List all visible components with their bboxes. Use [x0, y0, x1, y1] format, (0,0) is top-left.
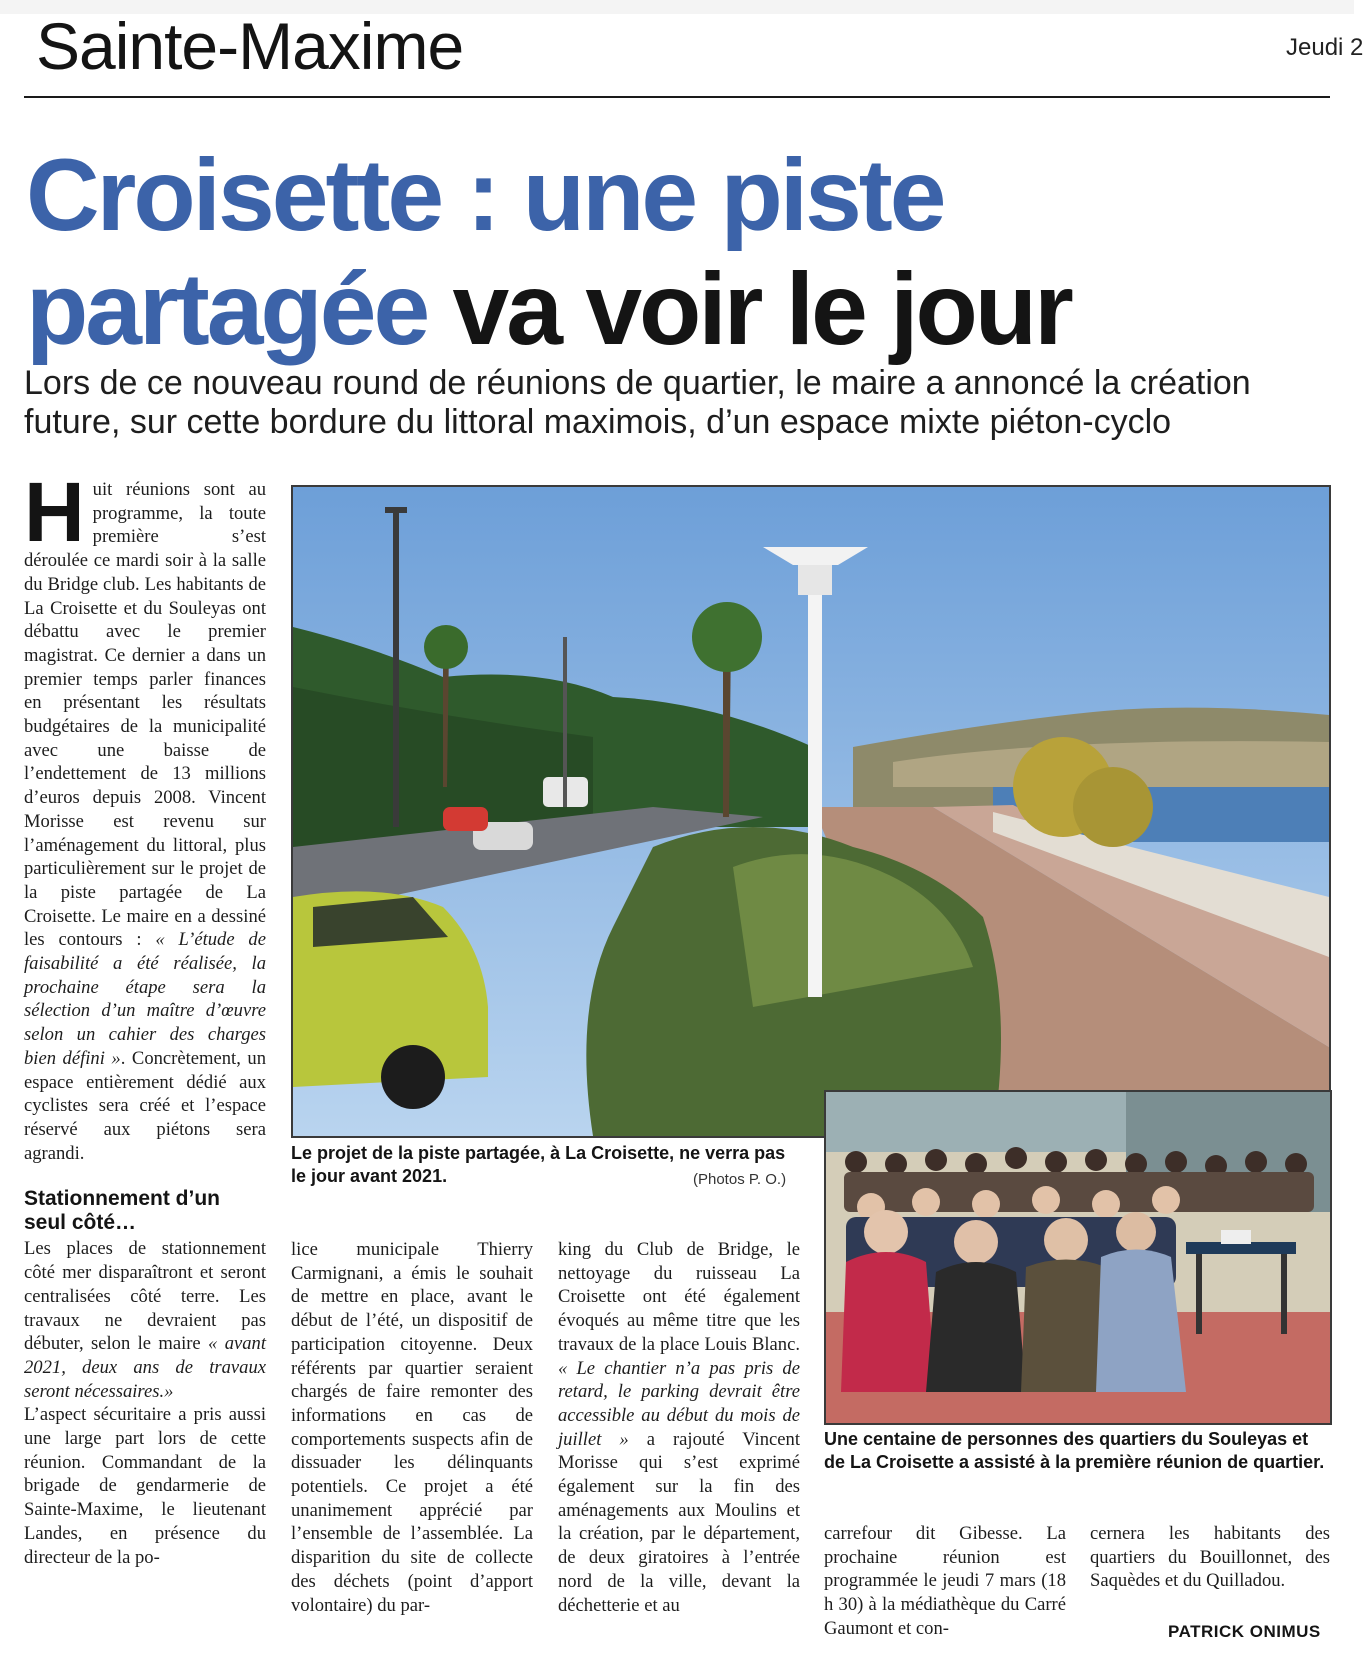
subhead: Stationnement d’un seul côté…	[24, 1187, 220, 1235]
main-photo-caption: Le projet de la piste partagée, à La Croisette, ne verra pas le jour avant 2021.	[291, 1143, 786, 1186]
paragraph-1	[24, 465, 266, 1165]
headline-black: va voir le jour	[452, 252, 1071, 366]
paragraph-1-text-a: uit réunions sont au programme, la toute première s’est déroulée ce mardi soir à la salle du Bridge club. Les habitants de La Croisette et du Souleyas ont débattu avec le premier magistrat. Ce dernier a dans un premier temps parler finances en présentant les résultats budgétaires de la municipalité avec une baisse de l’endettement de 13 millions d’euros depuis 2008. Vincent Morisse est revenu sur l’aménagement du littoral, plus particulièrement sur le projet de la piste partagée de La Croisette. Le maire en a dessiné les contours :	[24, 479, 266, 951]
paragraph-3: L’aspect sécuritaire a pris aussi une large part lors de cette réunion. Commandant de la brigade de gendarmerie de Sainte-Maxime, le lieutenant Landes, en présence du directeur de la po-	[24, 1404, 266, 1568]
section-name: Sainte-Maxime	[36, 9, 464, 83]
paragraph-1-quote: « L’étude de faisabilité a été réalisée, la prochaine étape sera la sélection d’un maître d’œuvre selon un cahier des charges bien défini »	[24, 929, 266, 1069]
article-column-2: lice municipale Thierry Carmignani, a émis le souhait de mettre en place, avant le début de l’été, un dispositif de participation citoyenne. Deux référents par quartier seraient chargés de faire remonter des informations en cas de comportements suspects afin de dissuader les délinquants potentiels. Ce projet a été unanimement apprécié par l’ensemble de l’assemblée. La disparition du site de collecte des déchets (point d’apport volontaire) du par-	[291, 1239, 533, 1616]
header-rule	[24, 96, 1330, 98]
headline-blue: Croisette : une piste partagée	[26, 138, 944, 366]
column-3-quote: « Le chantier n’a pas pris de retard, le parking devrait être accessible au début du mois de juillet »	[558, 1357, 800, 1450]
paragraph-2-quote: « avant 2021, deux ans de travaux seront nécessaires.»	[24, 1333, 266, 1402]
dropcap: H	[24, 465, 85, 559]
article-column-3	[558, 1238, 800, 1617]
paragraph-2	[24, 1237, 266, 1403]
meeting-photo	[824, 1090, 1332, 1425]
standfirst: Lors de ce nouveau round de réunions de quartier, le maire a annoncé la création future, sur cette bordure du littoral maximois, d’un espace mixte piéton-cyclo	[24, 364, 1251, 441]
paragraph-2-text: Les places de stationnement côté mer disparaîtront et seront centralisées côté terre. Les travaux ne devraient pas débuter, selon le maire	[24, 1238, 266, 1355]
main-photo	[291, 485, 1331, 1138]
article-column-1	[24, 465, 266, 1569]
article-column-4: carrefour dit Gibesse. La prochaine réunion est programmée le jeudi 7 mars (18 h 30) à la médiathèque du Carré Gaumont et con-	[824, 1523, 1066, 1639]
seafront-promenade-illustration	[293, 487, 1329, 1136]
meeting-photo-caption: Une centaine de personnes des quartiers du Souleyas et de La Croisette a assisté à la première réunion de quartier.	[824, 1429, 1325, 1472]
dateline: Jeudi 2	[1286, 34, 1363, 61]
column-3-text-a: king du Club de Bridge, le nettoyage du ruisseau La Croisette ont été également évoqués au même titre que les travaux de la place Louis Blanc.	[558, 1239, 800, 1355]
byline: PATRICK ONIMUS	[1168, 1622, 1321, 1641]
photo-credit: (Photos P. O.)	[693, 1171, 787, 1188]
column-3-text-b: a rajouté Vincent Morisse qui s’est exprimé également sur la fin des aménagements aux Moulins et la création, par le département, de deux giratoires à l’entrée nord de la ville, devant la déchetterie et au	[558, 1428, 800, 1616]
article-column-5: cernera les habitants des quartiers du Bouillonnet, des Saquèdes et du Quilladou.	[1090, 1523, 1330, 1592]
meeting-audience-illustration	[826, 1092, 1330, 1423]
paragraph-1-text-b: . Concrètement, un espace entièrement dédié aux cyclistes sera créé et l’espace réservé aux piétons sera agrandi.	[24, 1047, 266, 1164]
headline	[26, 138, 1326, 366]
